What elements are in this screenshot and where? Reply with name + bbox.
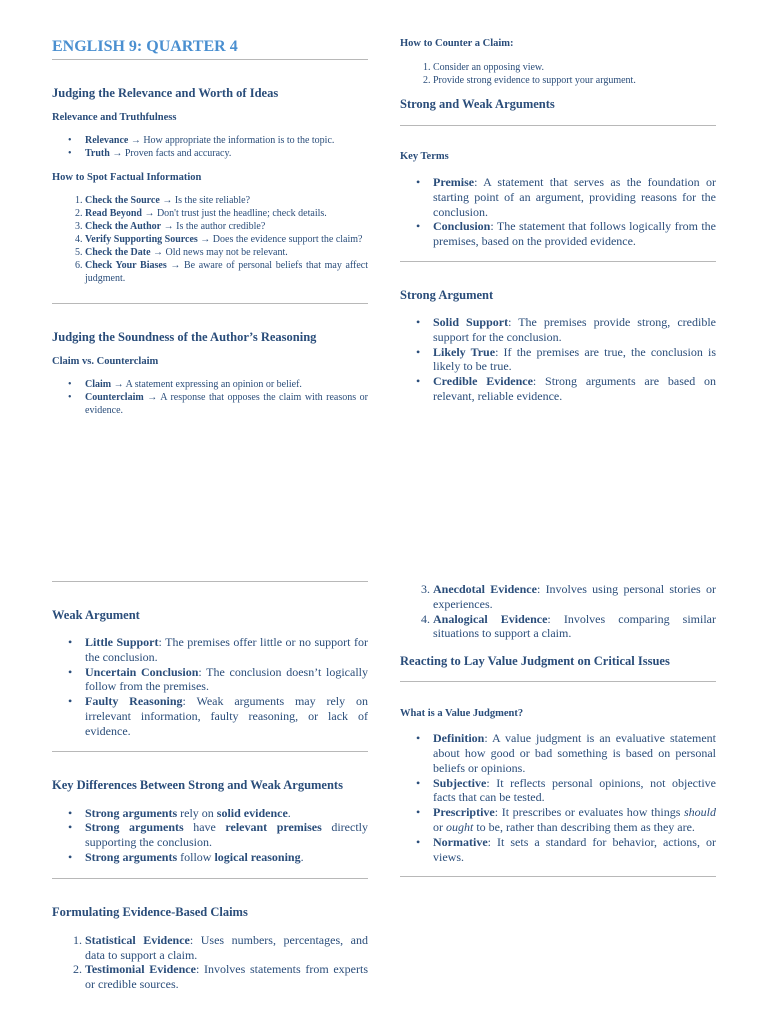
list-item: 2. Read Beyond → Don't trust just the headline; check details. — [85, 207, 368, 220]
list-item: • Definition: A value judgment is an evaluative statement about how good or bad something is based on personal beliefs or opinions. — [433, 731, 716, 775]
list-item: 2. Testimonial Evidence: Involves statements from experts or credible sources. — [85, 962, 368, 992]
list-item: • Strong arguments follow logical reasoning. — [85, 850, 368, 865]
claim-list — [52, 378, 368, 417]
subheading-claim-counterclaim: Claim vs. Counterclaim — [52, 356, 159, 367]
list-item: 1. Consider an opposing view. — [433, 61, 716, 74]
key-terms-list — [400, 175, 716, 249]
factual-checklist — [52, 194, 368, 285]
subheading-spot-factual: How to Spot Factual Information — [52, 172, 202, 183]
section-heading-relevance: Judging the Relevance and Worth of Ideas — [52, 86, 279, 100]
list-item: • Prescriptive: It prescribes or evaluates how things should or ought to be, rather than describing them as they are. — [433, 805, 716, 835]
section-heading-strong-argument: Strong Argument — [400, 287, 494, 302]
list-item: • Uncertain Conclusion: The conclusion doesn’t logically follow from the premises. — [85, 665, 368, 695]
list-item: • Relevance → How appropriate the information is to the topic. — [85, 134, 368, 147]
bottom-right-column — [400, 582, 716, 877]
evidence-list — [52, 933, 368, 992]
list-item: • Credible Evidence: Strong arguments are based on relevant, reliable evidence. — [433, 374, 716, 404]
subheading-what-is-value-judgment: What is a Value Judgment? — [400, 708, 524, 720]
list-item: 2. Provide strong evidence to support your argument. — [433, 74, 716, 87]
subheading-key-terms: Key Terms — [400, 151, 449, 162]
divider — [400, 876, 716, 877]
value-judgment-list — [400, 731, 716, 864]
top-left-column — [52, 38, 368, 417]
top-right-column — [400, 38, 716, 404]
list-item: 3. Check the Author → Is the author credible? — [85, 220, 368, 233]
list-item: 4. Analogical Evidence: Involves comparing similar situations to support a claim. — [433, 612, 716, 642]
divider — [52, 751, 368, 752]
list-item: • Faulty Reasoning: Weak arguments may rely on irrelevant information, faulty reasoning, or lack of evidence. — [85, 694, 368, 738]
list-item: • Claim → A statement expressing an opinion or belief. — [85, 378, 368, 391]
divider — [52, 581, 368, 582]
differences-list — [52, 806, 368, 865]
section-heading-soundness: Judging the Soundness of the Author’s Reasoning — [52, 330, 317, 344]
section-heading-evidence-claims: Formulating Evidence-Based Claims — [52, 904, 248, 919]
divider — [400, 681, 716, 682]
divider — [52, 303, 368, 304]
list-item: • Subjective: It reflects personal opinions, not objective facts that can be tested. — [433, 776, 716, 806]
list-item: 4. Verify Supporting Sources → Does the evidence support the claim? — [85, 233, 368, 246]
list-item: • Strong arguments have relevant premises directly supporting the conclusion. — [85, 820, 368, 850]
list-item: • Strong arguments rely on solid evidence. — [85, 806, 368, 821]
list-item: 3. Anecdotal Evidence: Involves using personal stories or experiences. — [433, 582, 716, 612]
section-heading-weak-argument: Weak Argument — [52, 608, 140, 622]
divider — [400, 125, 716, 126]
divider — [52, 59, 368, 60]
list-item: • Solid Support: The premises provide strong, credible support for the conclusion. — [433, 315, 716, 345]
list-item: • Truth → Proven facts and accuracy. — [85, 147, 368, 160]
divider — [52, 878, 368, 879]
list-item: • Premise: A statement that serves as the foundation or starting point of an argument, providing reasons for the conclusion. — [433, 175, 716, 219]
document-title: ENGLISH 9: QUARTER 4 — [52, 38, 238, 55]
strong-argument-list — [400, 315, 716, 404]
evidence-list-continued — [400, 582, 716, 641]
subheading-counter-claim: How to Counter a Claim: — [400, 38, 514, 49]
relevance-list — [52, 134, 368, 160]
list-item: • Likely True: If the premises are true, the conclusion is likely to be true. — [433, 345, 716, 375]
list-item: 5. Check the Date → Old news may not be relevant. — [85, 246, 368, 259]
list-item: • Counterclaim → A response that opposes the claim with reasons or evidence. — [85, 391, 368, 417]
counter-steps — [400, 61, 716, 87]
list-item: • Conclusion: The statement that follows logically from the premises, based on the provided evidence. — [433, 219, 716, 249]
list-item: • Little Support: The premises offer little or no support for the conclusion. — [85, 635, 368, 665]
section-heading-strong-weak: Strong and Weak Arguments — [400, 97, 555, 111]
list-item: 1. Check the Source → Is the site reliable? — [85, 194, 368, 207]
subheading-relevance-truthfulness: Relevance and Truthfulness — [52, 112, 177, 123]
divider — [400, 261, 716, 262]
section-heading-value-judgment: Reacting to Lay Value Judgment on Critical Issues — [400, 654, 670, 669]
list-item: 1. Statistical Evidence: Uses numbers, percentages, and data to support a claim. — [85, 933, 368, 963]
bottom-left-column — [52, 581, 368, 992]
weak-argument-list — [52, 635, 368, 739]
list-item: 6. Check Your Biases → Be aware of personal beliefs that may affect judgment. — [85, 259, 368, 285]
list-item: • Normative: It sets a standard for behavior, actions, or views. — [433, 835, 716, 865]
section-heading-key-differences: Key Differences Between Strong and Weak Arguments — [52, 777, 343, 792]
